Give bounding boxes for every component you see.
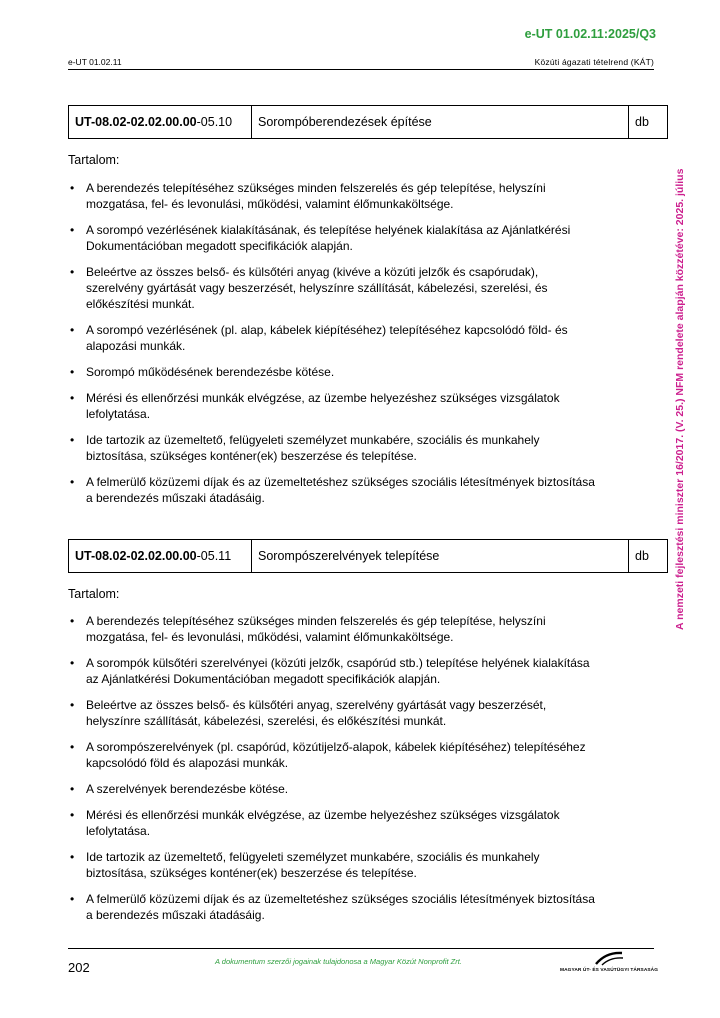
page-number: 202 bbox=[68, 960, 90, 975]
tartalom-label: Tartalom: bbox=[68, 153, 120, 167]
list-item: • Mérési és ellenőrzési munkák elvégzése, az üzembe helyezéshez szükséges vizsgálatok lefolytatása. bbox=[68, 807, 598, 839]
society-logo bbox=[560, 950, 659, 980]
list-item: • A berendezés telepítéséhez szükséges minden felszerelés és gép telepítése, helyszíni mozgatása, fel- és levonulási, működési, valamint élőmunkaköltsége. bbox=[68, 180, 598, 212]
item-title: Sorompóberendezések építése bbox=[252, 106, 629, 139]
item-code: UT-08.02-02.02.00.00-05.10 bbox=[69, 106, 252, 139]
list-item: • Mérési és ellenőrzési munkák elvégzése, az üzembe helyezéshez szükséges vizsgálatok lefolytatása. bbox=[68, 390, 598, 422]
logo-text: MAGYAR ÚT- ÉS VASÚTÜGYI TÁRSASÁG bbox=[560, 968, 659, 973]
item-title: Sorompószerelvények telepítése bbox=[252, 540, 629, 573]
list-item: • Sorompó működésének berendezésbe kötése. bbox=[68, 364, 598, 380]
list-item: • Beleértve az összes belső- és külsőtéri anyag (kivéve a közúti jelzők és csapórudak), szerelvény gyártását vagy beszerzését, helyszínre szállítását, kábelezési, szerelési, és előkészítési munkát. bbox=[68, 264, 598, 312]
road-railway-logo-icon bbox=[594, 950, 624, 966]
list-item: • A berendezés telepítéséhez szükséges minden felszerelés és gép telepítése, helyszíni mozgatása, fel- és levonulási, működési, valamint élőmunkaköltsége. bbox=[68, 613, 598, 645]
list-item: • A felmerülő közüzemi díjak és az üzemeltetéshez szükséges szociális létesítmények biztosítása a berendezés műszaki átadásáig. bbox=[68, 474, 598, 506]
tartalom-label: Tartalom: bbox=[68, 587, 120, 601]
list-item: • Beleértve az összes belső- és külsőtéri anyag, szerelvény gyártását vagy beszerzését, helyszínre szállítását, kábelezési, szerelési, és előkészítési munkát. bbox=[68, 697, 598, 729]
list-item: • Ide tartozik az üzemeltető, felügyeleti személyzet munkabére, szociális és munkahely biztosítása, szükséges konténer(ek) beszerzése és telepítése. bbox=[68, 849, 598, 881]
document-code: e-UT 01.02.11:2025/Q3 bbox=[524, 27, 656, 41]
list-item: • A sorompók külsőtéri szerelvényei (közúti jelzők, csapórúd stb.) telepítése helyének kialakítása az Ajánlatkérési Dokumentációban megadott specifikációk alapján. bbox=[68, 655, 598, 687]
copyright-note: A dokumentum szerzői jogainak tulajdonosa a Magyar Közút Nonprofit Zrt. bbox=[215, 957, 462, 966]
content-list bbox=[68, 180, 598, 516]
list-item: • A sorompószerelvények (pl. csapórúd, közútijelző-alapok, kábelek kiépítéséhez) telepítéséhez kapcsolódó föld és alapozási munkák. bbox=[68, 739, 598, 771]
item-unit: db bbox=[629, 540, 668, 573]
list-item: • A sorompó vezérlésének kialakításának, és telepítése helyének kialakítása az Ajánlatkérési Dokumentációban megadott specifikációk alapján. bbox=[68, 222, 598, 254]
item-unit: db bbox=[629, 106, 668, 139]
content-list bbox=[68, 613, 598, 933]
list-item: • A felmerülő közüzemi díjak és az üzemeltetéshez szükséges szociális létesítmények biztosítása a berendezés műszaki átadásáig. bbox=[68, 891, 598, 923]
list-item: • A szerelvények berendezésbe kötése. bbox=[68, 781, 598, 797]
item-table-1 bbox=[68, 105, 668, 139]
footer-divider bbox=[68, 948, 654, 949]
side-publication-note: A nemzeti fejlesztési miniszter 16/2017. (V. 25.) NFM rendelete alapján közzétéve: 2025. július bbox=[674, 168, 686, 630]
item-code: UT-08.02-02.02.00.00-05.11 bbox=[69, 540, 252, 573]
list-item: • Ide tartozik az üzemeltető, felügyeleti személyzet munkabére, szociális és munkahely biztosítása, szükséges konténer(ek) beszerzése és telepítése. bbox=[68, 432, 598, 464]
header-right: Közúti ágazati tételrend (KÁT) bbox=[534, 57, 654, 67]
item-table-2 bbox=[68, 539, 668, 573]
header-left: e-UT 01.02.11 bbox=[68, 57, 122, 67]
running-header bbox=[68, 57, 654, 70]
list-item: • A sorompó vezérlésének (pl. alap, kábelek kiépítéséhez) telepítéséhez kapcsolódó föld- és alapozási munkák. bbox=[68, 322, 598, 354]
